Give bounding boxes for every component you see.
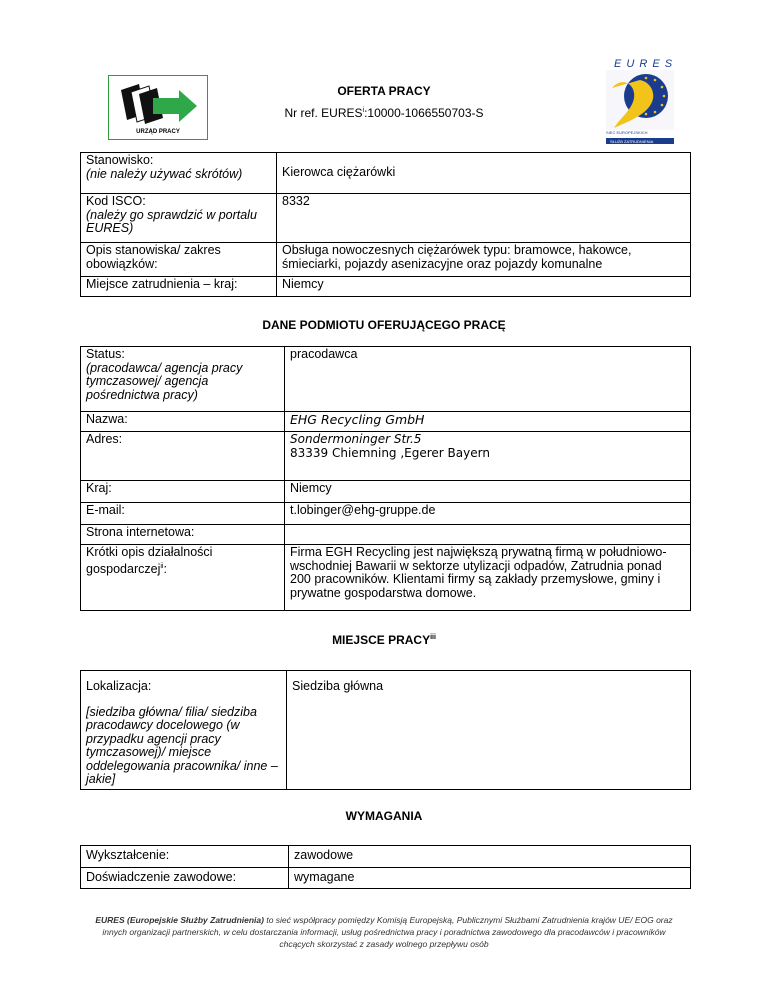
table-row <box>81 153 691 194</box>
website-value <box>285 525 691 545</box>
table-row <box>81 243 691 277</box>
address-line-2: 83339 Chiemning ,Egerer Bayern <box>290 445 490 460</box>
requirements-table <box>80 845 691 889</box>
isco-value: 8332 <box>277 194 691 243</box>
workplace-country-label: Miejsce zatrudnienia – kraj: <box>81 277 277 297</box>
experience-label: Doświadczenie zawodowe: <box>81 868 289 889</box>
eures-tagline: SIEĆ EUROPEJSKICH <box>606 130 648 135</box>
table-row <box>81 671 691 790</box>
status-label: Status: <box>86 347 125 361</box>
address-line-1: Sondermoninger Str.5 <box>290 432 422 446</box>
workplace-section-title <box>0 633 768 647</box>
ref-footnote: i <box>362 107 365 114</box>
education-label: Wykształcenie: <box>81 846 289 868</box>
activity-label-text: Krótki opis działalności gospodarczej <box>86 545 213 576</box>
status-value: pracodawca <box>285 347 691 412</box>
description-value: Obsługa nowoczesnych ciężarówek typu: bramowce, hakowce, śmieciarki, pojazdy asenizacyjne oraz pojazdy komunalne <box>277 243 691 277</box>
experience-value: wymagane <box>289 868 691 889</box>
requirements-section-title: WYMAGANIA <box>345 809 423 823</box>
workplace-footnote: iii <box>430 634 436 641</box>
table-row <box>81 846 691 868</box>
employer-section-title: DANE PODMIOTU OFERUJĄCEGO PRACĘ <box>262 318 506 332</box>
location-hint: [siedziba główna/ filia/ siedziba pracodawcy docelowego (w przypadku agencji pracy tymczasowej)/ miejsce oddelegowania pracownika/ inne – jakie] <box>86 704 278 786</box>
table-row <box>81 545 691 611</box>
email-value: t.lobinger@ehg-gruppe.de <box>285 503 691 525</box>
name-label: Nazwa: <box>81 412 285 432</box>
table-row <box>81 194 691 243</box>
table-row <box>81 481 691 503</box>
location-value: Siedziba główna <box>287 671 691 790</box>
table-row <box>81 347 691 412</box>
workplace-table <box>80 670 691 790</box>
position-hint: (nie należy używać skrótów) <box>86 166 243 181</box>
workplace-country-value: Niemcy <box>277 277 691 297</box>
table-row <box>81 412 691 432</box>
footer-bold: EURES (Europejskie Służby Zatrudnienia) <box>95 915 264 925</box>
status-hint: (pracodawca/ agencja pracy tymczasowej/ agencja pośrednictwa pracy) <box>86 360 243 402</box>
urzad-pracy-caption: URZĄD PRACY <box>136 129 180 135</box>
name-value: EHG Recycling GmbH <box>285 412 691 432</box>
website-label: Strona internetowa: <box>81 525 285 545</box>
country-label: Kraj: <box>81 481 285 503</box>
table-row <box>81 432 691 481</box>
table-row <box>81 525 691 545</box>
ref-value: :10000-1066550703-S <box>364 106 484 120</box>
position-label: Stanowisko: <box>86 153 154 167</box>
location-label: Lokalizacja: <box>86 679 152 693</box>
ref-prefix: Nr ref. EURES <box>284 106 363 120</box>
eures-logo <box>606 58 676 146</box>
table-row <box>81 868 691 889</box>
email-label: E-mail: <box>81 503 285 525</box>
page-title: OFERTA PRACY <box>337 84 431 98</box>
isco-hint: (należy go sprawdzić w portalu EURES) <box>86 207 257 235</box>
table-row <box>81 277 691 297</box>
workplace-section-text: MIEJSCE PRACY <box>332 633 431 647</box>
eures-tagline-2: SŁUŻB ZATRUDNIENIA <box>610 139 654 144</box>
activity-value: Firma EGH Recycling jest największą prywatną firmą w południowo-wschodniej Bawarii w sektorze utylizacji odpadów, Zatrudnia ponad 200 pracowników. Klientami firmy są zakłady przemysłowe, gminy i prywatne gospodarstwa domowe. <box>285 545 691 611</box>
activity-footnote: ii <box>160 562 164 570</box>
job-table <box>80 152 691 297</box>
footer-note <box>90 914 678 950</box>
education-value: zawodowe <box>289 846 691 868</box>
footer-text: to sieć współpracy pomiędzy Komisją Europejską, Publicznymi Służbami Zatrudnienia krajów UE/ EOG oraz innych organizacji partnerskich, w celu dostarczania informacji, usług pośrednictwa pracy i poradnictwa zawodowego dla pracodawców i pracowników chcących skorzystać z zasady wolnego przepływu osób <box>102 915 673 949</box>
eures-wordmark: E U R E S <box>614 58 674 70</box>
activity-label <box>81 545 285 611</box>
address-label: Adres: <box>81 432 285 481</box>
activity-colon: : <box>163 561 167 576</box>
employer-table <box>80 346 691 611</box>
table-row <box>81 503 691 525</box>
isco-label: Kod ISCO: <box>86 194 146 208</box>
description-label: Opis stanowiska/ zakres obowiązków: <box>81 243 277 277</box>
country-value: Niemcy <box>285 481 691 503</box>
position-value: Kierowca ciężarówki <box>277 153 691 194</box>
